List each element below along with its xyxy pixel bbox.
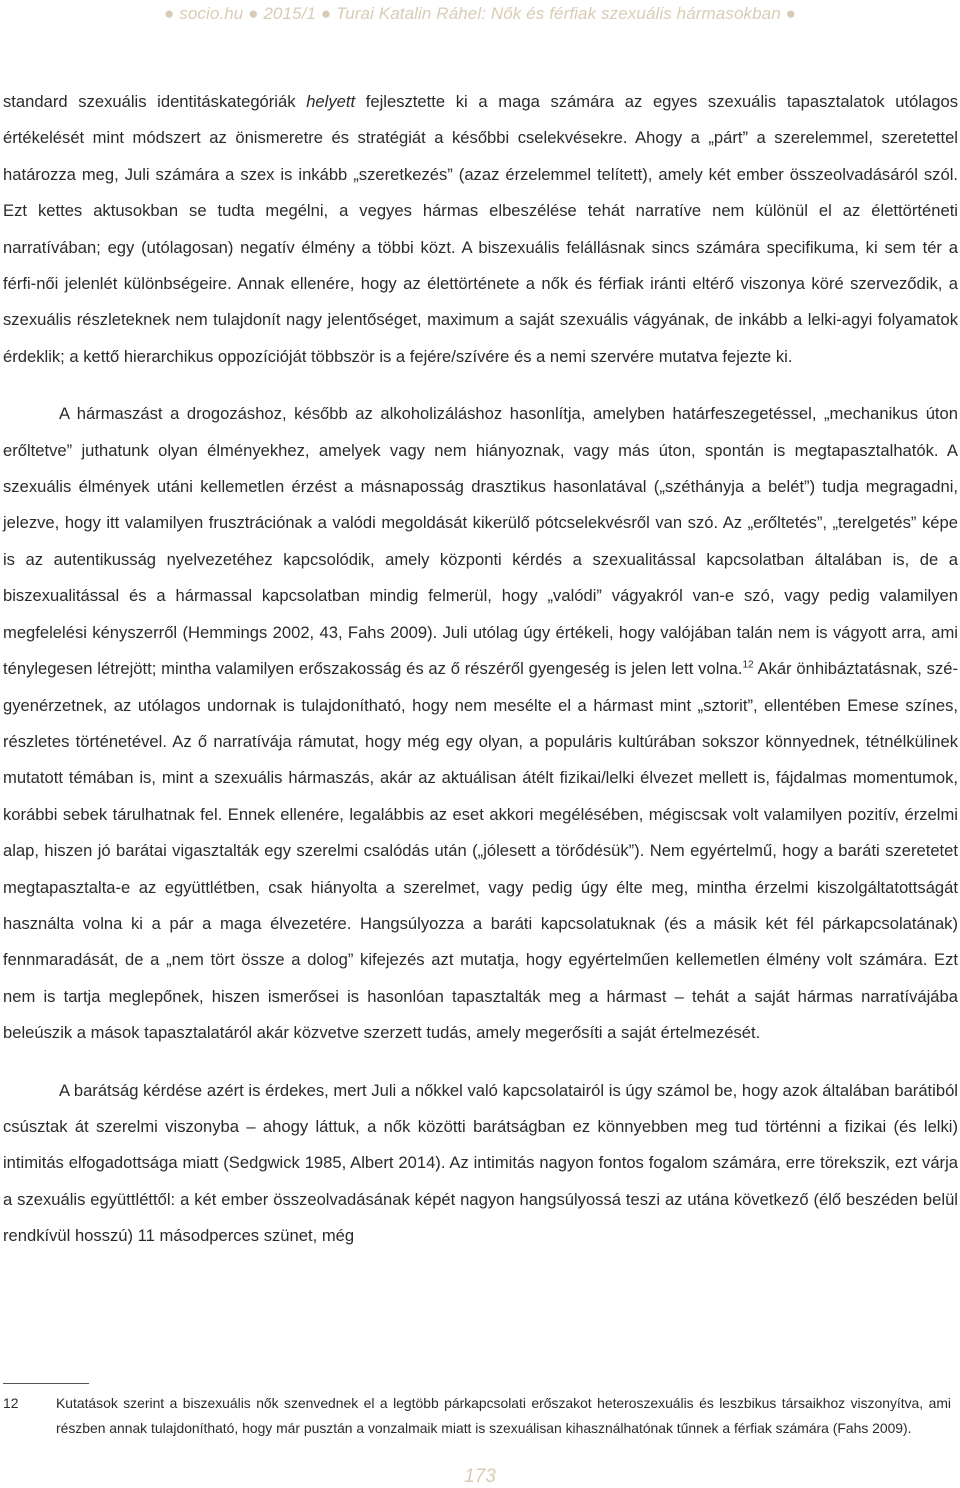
bullet-icon: ●: [785, 4, 796, 23]
running-header: [0, 4, 960, 24]
footnote-text: Kutatások szerint a biszexuális nők szenvednek el a legtöbb párkapcsolati erőszakot heteroszexuális és leszbikus társaikhoz viszonyítva, ami részben annak tulajdonítható, hogy már pusztán a vonzalmaik miatt is szexuálisan kihasználhatónak tűnnek a férfiak számára (Fahs 2009).: [56, 1395, 951, 1436]
paragraph-1: [3, 84, 958, 375]
paragraph-text: Akár önhibáztatásnak, szégyenérzetnek, az utólagos undornak is tulajdonítható, hogy nem mesélte el a hármast mint „sztorit”, ellentében Emese színes, részletes történetével. Az ő narratívája rámutat, hogy még egy olyan, a populáris kultúrában sokszor könnyednek, tétnélkülinek mutatott témában is, mint a szexuális hármaszás, akár az aktuálisan átélt fizikai/lelki élvezet mellett is, fájdalmas momentumok, korábbi sebek tárulhatnak fel. Ennek ellenére, legalábbis az eset akkori megélésében, mégiscsak volt valamilyen pozitív, érzelmi alap, hiszen jó barátai vigasztalták egy szerelmi csalódás után („jólesett a törődésük”). Nem egyértelmű, hogy a baráti szeretetet megtapasztalta-e az együttlétben, csak hiányolta a szerelmet, vagy pedig úgy élte meg, mintha érzelmi kiszolgáltatottságát használta volna ki a pár a maga élvezetére. Hangsúlyozza a baráti kapcsolatuknak (és a másik két fél párkapcsolatának) fennmaradását, de a „nem tört össze a dolog” kifejezés azt mutatja, hogy egyértelműen kellemetlen élmény volt számára. Ezt nem is tartja meglepőnek, hiszen ismerősei is hasonlóan tapasztalták meg a hármast – tehát a saját hármas narratívájába beleúszik a mások tapasztalatáról akár közvetve szerzett tudás, amely megerősíti a saját értelmezését.: [3, 659, 959, 1043]
paragraph-3: A barátság kérdése azért is érdekes, mert Juli a nőkkel való kapcsolatairól is úgy számol be, hogy azok általában barátiból csúsztak át szerelmi viszonyba – ahogy láttuk, a nők közötti barátságban ez könnyebben meg tud történni a fizikai (és lelki) intimitás elfogadottsága miatt (Sedgwick 1985, Albert 2014). Az intimitás nagyon fontos fogalom számára, erre törekszik, ezt várja a szexuális együttléttől: a két ember összeolvadásának képét nagyon hangsúlyossá teszi az utána következő (élő beszéden belül rendkívül hosszú) 11 másodperces szünet, még: [3, 1080, 958, 1246]
article-author-title: Turai Katalin Ráhel: Nők és férfiak szexuális hármasokban: [336, 4, 781, 23]
paragraph-text: A hármaszást a drogozáshoz, később az alkoholizáláshoz hasonlítja, amelyben határfeszegetéssel, „mechanikus úton erőltetve” juthatunk olyan élményekhez, amelyek vagy nem hiányoznak, vagy más úton, spontán is megtapasztalhatók. A szexuális élmények utáni kellemetlen érzést a másnaposság drasztikus hasonlatával („széthányja a belét”) tudja megragadni, jelezve, hogy itt valamilyen frusztrációnak a valódi megoldását kikerülő pótcselekvésről van szó. Az „erőltetés”, „terelgetés” képe is az autentikusság nyelvezetéhez kapcsolódik, amely központi kérdés a szexualitással kapcsolatban általában is, de a biszexualitással és a hármassal kapcsolatban mindig felmerül, hogy „valódi” vágyakról van-e szó, vagy pedig valamilyen megfelelési kényszerről (Hemmings 2002, 43, Fahs 2009). Juli utólag úgy értékeli, hogy valójában talán nem is vágyott arra, ami ténylegesen létrejött; mintha valamilyen erőszakosság és az ő részéről gyengeség is jelen lett volna.: [3, 404, 958, 679]
footnote: [3, 1391, 951, 1441]
paragraph-text: standard szexuális identitáskategóriák: [3, 92, 307, 111]
bullet-icon: ●: [164, 4, 175, 23]
emphasis-text: helyett: [306, 92, 356, 111]
bullet-icon: ●: [248, 4, 259, 23]
article-body: [3, 84, 958, 1255]
bullet-icon: ●: [320, 4, 332, 23]
footnote-reference[interactable]: 12: [742, 659, 754, 671]
journal-site: socio.hu: [179, 4, 244, 23]
paragraph-text: fejlesztette ki a maga számára az egyes szexuális tapasztalatok utólagos értékelését mint módszert az önismeretre és stratégiát a későbbi cselekvésekre. Ahogy a „párt” a szerelemmel, szeretettel határozza meg, Juli számára a szex is inkább „szeretkezés” (azaz érzelemmel telített), amely két ember összeolvadásáról szól. Ezt kettes aktusokban se tudta megélni, a vegyes hármas elbeszélése tehát narratíve nem különül el az élettörténeti narratívában; egy (utólagosan) negatív élmény a többi közt. A biszexuális felállásnak sincs számára specifikuma, ki sem tér a férfi-női jelenlét különbségeire. Annak ellenére, hogy az élettörténete a nők és férfiak iránti eltérő viszonya köré szerveződik, a szexuális részleteknek nem tulajdonít nagy jelentőséget, maximum a saját szexuális vágyának, de inkább a lelki-agyi folyamatok érdeklik; a kettő hierarchikus oppozícióját többször is a fejére/szívére és a nemi szervére mutatva fejezte ki.: [3, 92, 959, 366]
page-number: 173: [464, 1466, 496, 1487]
footnote-number: 12: [3, 1395, 19, 1411]
footnote-divider: [3, 1383, 89, 1384]
journal-issue: 2015/1: [263, 4, 316, 23]
paragraph-2: [3, 396, 958, 1051]
